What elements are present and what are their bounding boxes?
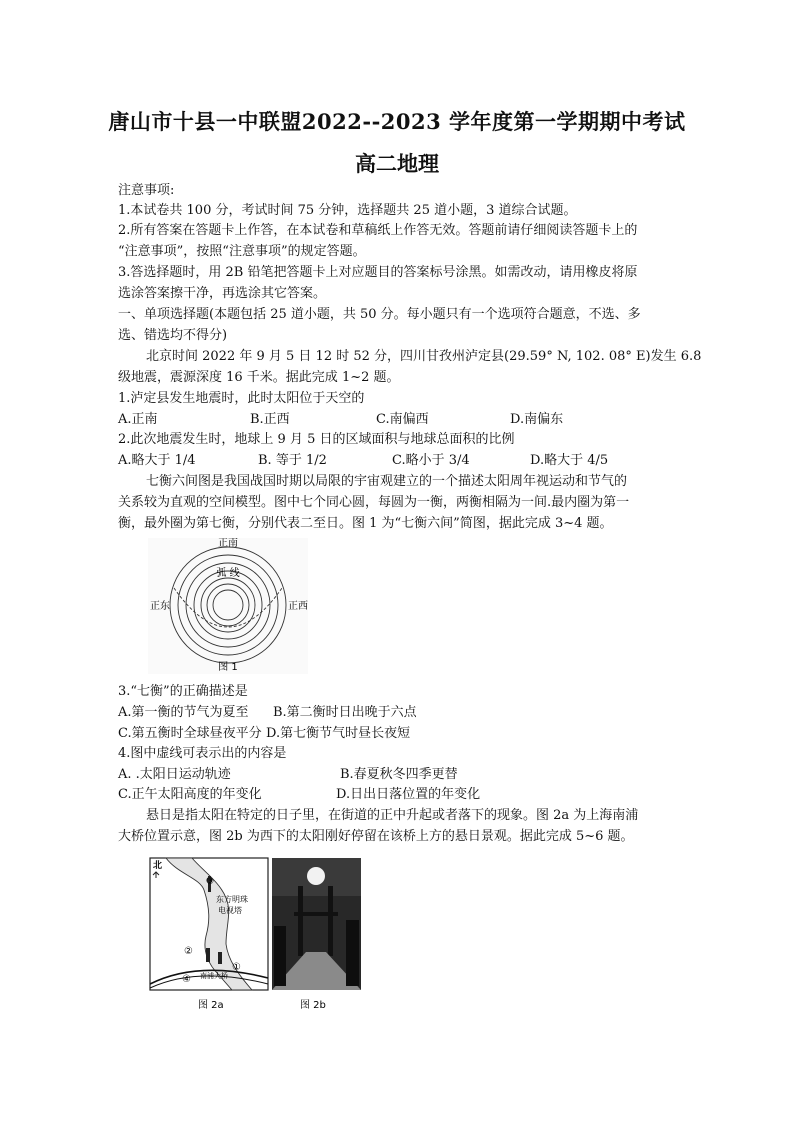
passage-text: 七衡六间图是我国战国时期以局限的宇宙观建立的一个描述太阳周年视运动和节气的 (146, 474, 628, 489)
option-d: D.日出日落位置的年变化 (336, 787, 481, 802)
figure-2a-map (150, 858, 268, 1011)
tower-label-2: 电视塔 (218, 906, 242, 915)
option-b: B.第二衡时日出晚于六点 (273, 705, 417, 720)
option-a: A.第一衡的节气为夏至 (118, 705, 249, 720)
passage-text: 悬日是指太阳在特定的日子里，在街道的正中升起或者落下的现象。图 2a 为上海南浦 (146, 808, 639, 823)
marker-2: ② (184, 946, 193, 957)
question-stem: 4.图中虚线可表示出的内容是 (118, 746, 287, 761)
notice-line: 选涂答案擦干净，再选涂其它答案。 (118, 286, 327, 301)
figure-2b-photo (272, 858, 361, 1011)
question-stem: 3.“七衡”的正确描述是 (118, 684, 248, 699)
section-heading: 一、单项选择题(本题包括 25 道小题，共 50 分。每小题只有一个选项符合题意，不选、多 (118, 307, 641, 322)
figure-2a-caption: 图 2a (198, 1000, 224, 1011)
option-b: B. 等于 1/2 (258, 453, 327, 468)
option-d: D.南偏东 (510, 412, 564, 427)
option-d: D.略大于 4/5 (530, 453, 609, 468)
notice-line: 2.所有答案在答题卡上作答，在本试卷和草稿纸上作答无效。答题前请仔细阅读答题卡上的 (118, 223, 638, 238)
bridge-crossbeam (294, 912, 338, 916)
notice-heading: 注意事项: (118, 183, 175, 198)
exam-title: 唐山市十县一中联盟2022--2023 学年度第一学期期中考试 (108, 109, 686, 134)
bridge-tower-icon (218, 952, 222, 964)
bridge-tower-icon (206, 948, 210, 962)
notice-line: 3.答选择题时，用 2B 铅笔把答题卡上对应题目的答案标号涂黑。如需改动，请用橡皮将原 (118, 265, 638, 280)
option-d: D.第七衡节气时昼长夜短 (266, 726, 411, 741)
label-arc: 弧 线 (216, 568, 240, 579)
option-c: C.南偏西 (376, 412, 429, 427)
notice-line: 1.本试卷共 100 分，考试时间 75 分钟，选择题共 25 道小题，3 道综合试题。 (118, 203, 577, 218)
figure-1-caption: 图 1 (218, 662, 238, 673)
question-stem: 2.此次地震发生时，地球上 9 月 5 日的区域面积与地球总面积的比例 (118, 432, 515, 447)
building-right (346, 920, 359, 986)
passage-text: 北京时间 2022 年 9 月 5 日 12 时 52 分，四川甘孜州泸定县(29.59° N, 102. 08° E)发生 6.8 (146, 349, 702, 364)
label-south: 正南 (218, 538, 238, 549)
section-heading: 选、错选均不得分) (118, 328, 228, 343)
passage-text: 关系较为直观的空间模型。图中七个同心圆，每圆为一衡，两衡相隔为一间.最内圈为第一 (118, 495, 630, 510)
marker-1: ① (232, 962, 241, 973)
option-a: A.正南 (118, 412, 158, 427)
exam-subtitle: 高二地理 (355, 151, 439, 176)
option-a: A.略大于 1/4 (118, 453, 196, 468)
passage-text: 大桥位置示意，图 2b 为西下的太阳刚好停留在该桥上方的悬日景观。据此完成 5~6 题。 (118, 829, 634, 844)
tower-label-1: 东方明珠 (216, 895, 248, 904)
option-a: A. .太阳日运动轨迹 (118, 767, 231, 782)
figure-2b-caption: 图 2b (300, 1000, 326, 1011)
option-c: C.第五衡时全球昼夜平分 (118, 726, 262, 741)
option-b: B.春夏秋冬四季更替 (340, 767, 458, 782)
option-c: C.正午太阳高度的年变化 (118, 787, 262, 802)
option-c: C.略小于 3/4 (392, 453, 470, 468)
label-east: 正东 (150, 601, 170, 612)
marker-3: ③ (206, 877, 215, 887)
marker-4: ④ (182, 974, 191, 985)
label-west: 正西 (288, 601, 308, 612)
passage-text: 衡，最外圈为第七衡，分别代表二至日。图 1 为“七衡六间”简图，据此完成 3~4 题。 (118, 516, 613, 531)
building-left (274, 926, 286, 986)
bridge-pylon-right (328, 886, 333, 956)
figure-background (148, 538, 308, 674)
question-stem: 1.泸定县发生地震时，此时太阳位于天空的 (118, 391, 365, 406)
option-b: B.正西 (250, 412, 290, 427)
bridge-pylon-left (298, 886, 303, 956)
passage-text: 级地震，震源深度 16 千米。据此完成 1~2 题。 (118, 370, 400, 385)
figure-2-diagram (148, 856, 363, 1012)
sun-icon (307, 867, 325, 885)
bridge-label: 南浦大桥 (200, 972, 228, 980)
notice-line: “注意事项”，按照“注意事项”的规定答题。 (118, 244, 366, 259)
north-label: 北 (153, 861, 163, 871)
figure-1-diagram (148, 538, 308, 674)
